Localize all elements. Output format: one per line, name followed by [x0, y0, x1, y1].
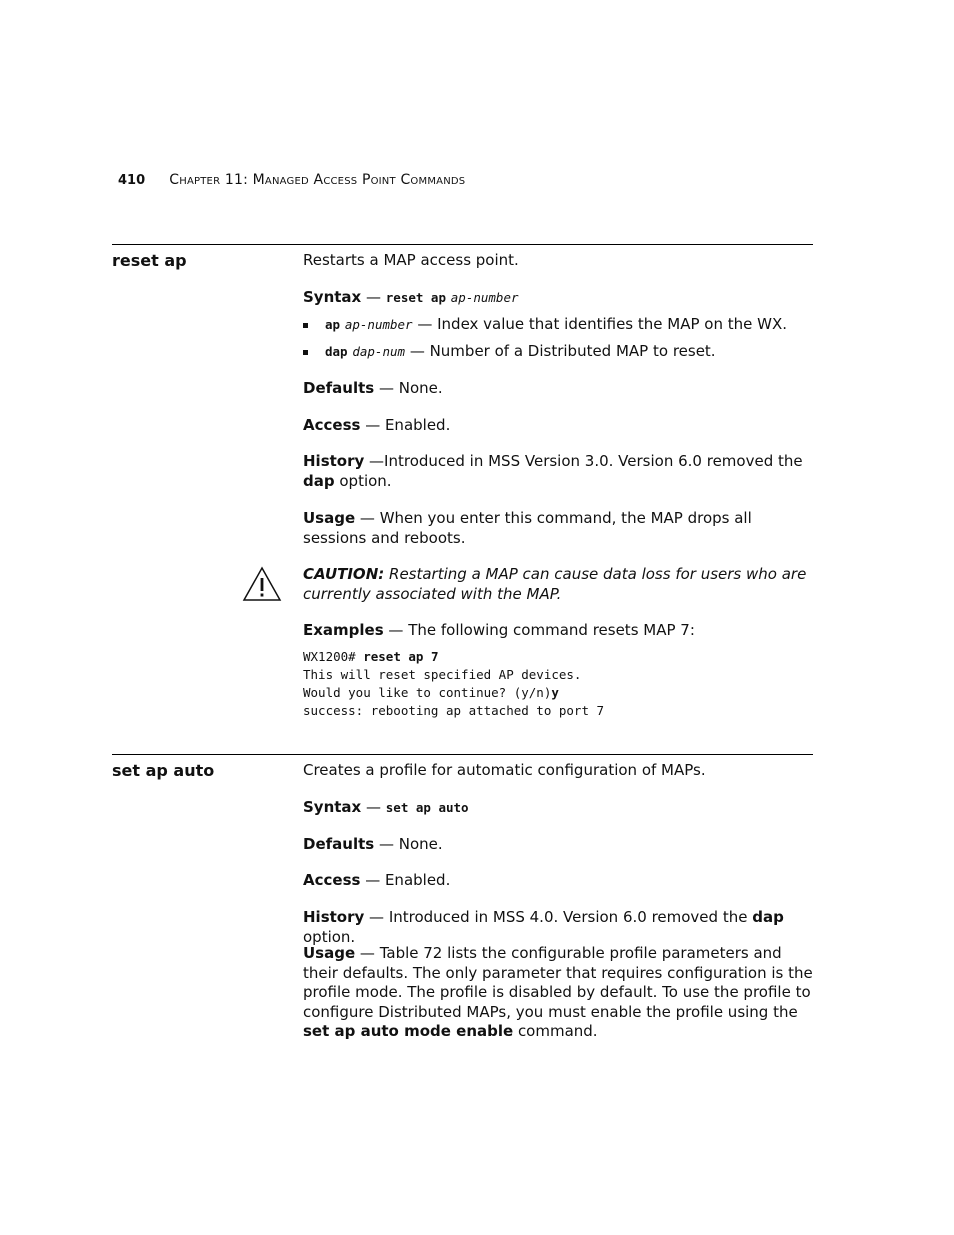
section-divider	[112, 754, 813, 755]
history-keyword: dap	[752, 908, 784, 926]
code-prompt: WX1200#	[303, 649, 364, 664]
set-ap-auto-description: Creates a profile for automatic configuration of MAPs.	[303, 761, 706, 779]
usage-command: set ap auto mode enable	[303, 1022, 514, 1040]
history-text: —Introduced in MSS Version 3.0. Version 6.0 removed the	[364, 452, 803, 470]
reset-ap-description: Restarts a MAP access point.	[303, 251, 519, 269]
caution-label: CAUTION:	[303, 565, 385, 583]
defaults-text: — None.	[374, 835, 443, 853]
bullet-icon	[303, 323, 308, 328]
section-divider	[112, 244, 813, 245]
syntax-command: reset ap	[385, 290, 446, 305]
code-line	[303, 685, 559, 700]
history-label: History	[303, 908, 365, 926]
code-line: This will reset specified AP devices.	[303, 667, 582, 682]
chapter-title: Chapter 11: Managed Access Point Commands	[169, 172, 466, 188]
param-item-ap	[325, 315, 815, 335]
history-text: — Introduced in MSS 4.0. Version 6.0 removed the	[364, 908, 753, 926]
command-title-set-ap-auto: set ap auto	[112, 761, 215, 780]
set-ap-auto-access	[303, 871, 815, 891]
set-ap-auto-usage	[303, 944, 815, 1042]
param-keyword: ap	[325, 317, 341, 332]
history-label: History	[303, 452, 365, 470]
param-argument: dap-num	[352, 344, 406, 359]
syntax-label: Syntax	[303, 288, 362, 306]
caution-text: Restarting a MAP can cause data loss for users who are currently associated with the MAP.	[303, 565, 807, 603]
reset-ap-examples	[303, 621, 815, 641]
reset-ap-usage	[303, 509, 815, 548]
param-keyword: dap	[325, 344, 348, 359]
syntax-label: Syntax	[303, 798, 362, 816]
param-argument: ap-number	[344, 317, 413, 332]
history-keyword: dap	[303, 471, 335, 490]
reset-ap-access	[303, 416, 815, 436]
set-ap-auto-syntax	[303, 798, 815, 818]
syntax-command: set ap auto	[385, 800, 469, 815]
code-line: success: rebooting ap attached to port 7	[303, 703, 605, 718]
param-description: — Index value that identifies the MAP on the WX.	[412, 315, 787, 333]
examples-text: — The following command resets MAP 7:	[383, 621, 695, 639]
caution-warning-icon	[242, 566, 282, 602]
access-label: Access	[303, 416, 361, 434]
reset-ap-history	[303, 452, 815, 491]
syntax-sep: —	[361, 798, 386, 816]
defaults-label: Defaults	[303, 835, 375, 853]
syntax-sep: —	[361, 288, 386, 306]
set-ap-auto-history	[303, 908, 815, 947]
history-text-end: option.	[303, 927, 356, 946]
bullet-icon	[303, 350, 308, 355]
access-text: — Enabled.	[360, 871, 451, 889]
set-ap-auto-defaults	[303, 835, 815, 855]
usage-label: Usage	[303, 944, 356, 962]
syntax-argument: ap-number	[450, 290, 519, 305]
page-number: 410	[118, 173, 146, 188]
usage-text: — When you enter this command, the MAP drops all sessions and reboots.	[303, 509, 752, 547]
defaults-label: Defaults	[303, 379, 375, 397]
command-title-reset-ap: reset ap	[112, 251, 187, 270]
code-question: Would you like to continue? (y/n)	[303, 685, 552, 700]
usage-label: Usage	[303, 509, 356, 527]
access-label: Access	[303, 871, 361, 889]
usage-text-end: command.	[513, 1022, 598, 1040]
history-text-end: option.	[334, 471, 392, 490]
examples-label: Examples	[303, 621, 384, 639]
usage-text: — Table 72 lists the configurable profile parameters and their defaults. The only parameter that requires configuration is the profile mode. The profile is disabled by default. To use the profile to configure Distributed MAPs, you must enable the profile using the	[303, 944, 813, 1021]
code-answer: y	[551, 685, 559, 700]
running-header	[118, 172, 465, 188]
param-description: — Number of a Distributed MAP to reset.	[405, 342, 716, 360]
reset-ap-caution	[303, 565, 815, 604]
code-command: reset ap 7	[363, 649, 439, 664]
param-item-dap	[325, 342, 815, 362]
reset-ap-defaults	[303, 379, 815, 399]
access-text: — Enabled.	[360, 416, 451, 434]
defaults-text: — None.	[374, 379, 443, 397]
reset-ap-syntax	[303, 288, 815, 308]
code-line	[303, 649, 438, 664]
